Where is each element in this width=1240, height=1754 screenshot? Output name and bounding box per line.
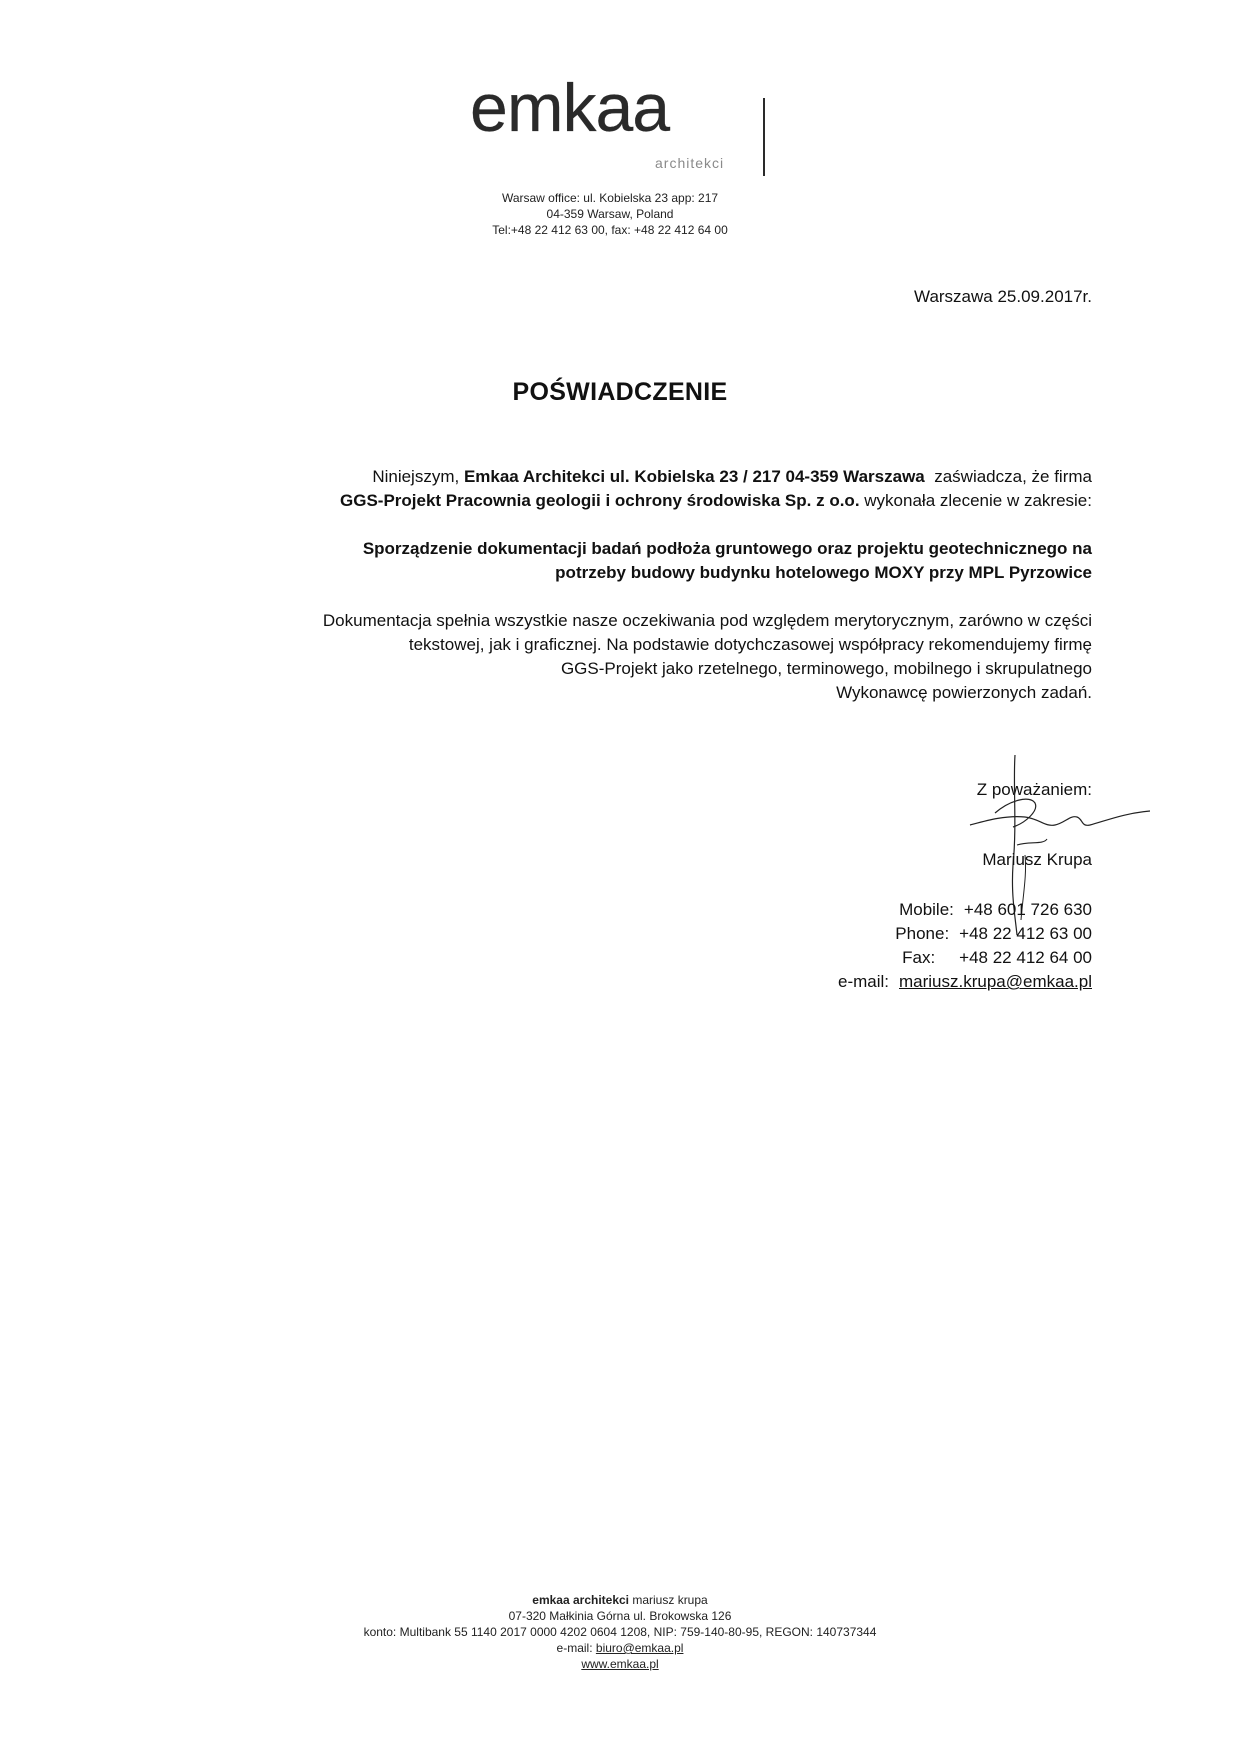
office-line-1: Warsaw office: ul. Kobielska 23 app: 217 — [501, 191, 719, 205]
recommendation-line-4: Wykonawcę powierzonych zadań. — [836, 683, 1092, 702]
footer-address: 07-320 Małkinia Górna ul. Brokowska 126 — [508, 1609, 732, 1623]
document-title: POŚWIADCZENIE — [512, 378, 728, 406]
company-logo — [470, 70, 770, 178]
intro-paragraph — [340, 465, 1092, 513]
footer-email-label: e-mail: — [556, 1641, 596, 1655]
page-footer — [0, 1592, 1240, 1672]
scope-line-2: potrzeby budowy budynku hotelowego MOXY przy MPL Pyrzowice — [555, 563, 1092, 582]
mobile-label: Mobile: — [899, 900, 954, 919]
footer-email-link[interactable]: biuro@emkaa.pl — [595, 1641, 684, 1655]
scope-line-1: Sporządzenie dokumentacji badań podłoża gruntowego oraz projektu geotechnicznego na — [362, 539, 1092, 558]
scope-paragraph — [363, 537, 1092, 585]
logo-subtitle: architekci — [655, 155, 725, 171]
logo-divider — [763, 98, 765, 176]
recommendation-paragraph — [132, 609, 1092, 705]
intro-company: Emkaa Architekci ul. Kobielska 23 / 217 04-359 Warszawa — [463, 467, 925, 486]
email-link[interactable]: mariusz.krupa@emkaa.pl — [899, 972, 1092, 991]
letter-date: Warszawa 25.09.2017r. — [914, 287, 1092, 306]
office-line-2: 04-359 Warsaw, Poland — [546, 207, 674, 221]
recommendation-line-1: Dokumentacja spełnia wszystkie nasze oczekiwania pod względem merytorycznym, zarówno w części — [322, 611, 1092, 630]
intro-suffix: zaświadcza, że firma — [924, 467, 1092, 486]
fax-value: +48 22 412 64 00 — [959, 948, 1092, 967]
intro-prefix: Niniejszym, — [372, 467, 464, 486]
office-address — [400, 190, 820, 238]
phone-value: +48 22 412 63 00 — [959, 924, 1092, 943]
footer-bank: konto: Multibank 55 1140 2017 0000 4202 0604 1208, NIP: 759-140-80-95, REGON: 140737344 — [363, 1625, 877, 1639]
signer-name: Mariusz Krupa — [982, 850, 1092, 869]
mobile-value: +48 601 726 630 — [963, 900, 1092, 919]
recommendation-line-3: GGS-Projekt jako rzetelnego, terminowego, mobilnego i skrupulatnego — [560, 659, 1092, 678]
email-label: e-mail: — [837, 972, 889, 991]
closing-text: Z poważaniem: — [976, 780, 1092, 799]
fax-label: Fax: — [902, 948, 936, 967]
contact-details — [838, 898, 1092, 994]
intro-firm-suffix: wykonała zlecenie w zakresie: — [859, 491, 1092, 510]
footer-company: emkaa architekci — [532, 1593, 630, 1607]
footer-website-link[interactable]: www.emkaa.pl — [581, 1657, 659, 1671]
recommendation-line-2: tekstowej, jak i graficznej. Na podstawie dotychczasowej współpracy rekomendujemy firmę — [408, 635, 1092, 654]
phone-label: Phone: — [895, 924, 950, 943]
logo-wordmark: emkaa — [470, 70, 670, 146]
footer-owner: mariusz krupa — [629, 1593, 708, 1607]
intro-firm: GGS-Projekt Pracownia geologii i ochrony środowiska Sp. z o.o. — [340, 491, 860, 510]
office-line-3: Tel:+48 22 412 63 00, fax: +48 22 412 64 00 — [492, 223, 728, 237]
